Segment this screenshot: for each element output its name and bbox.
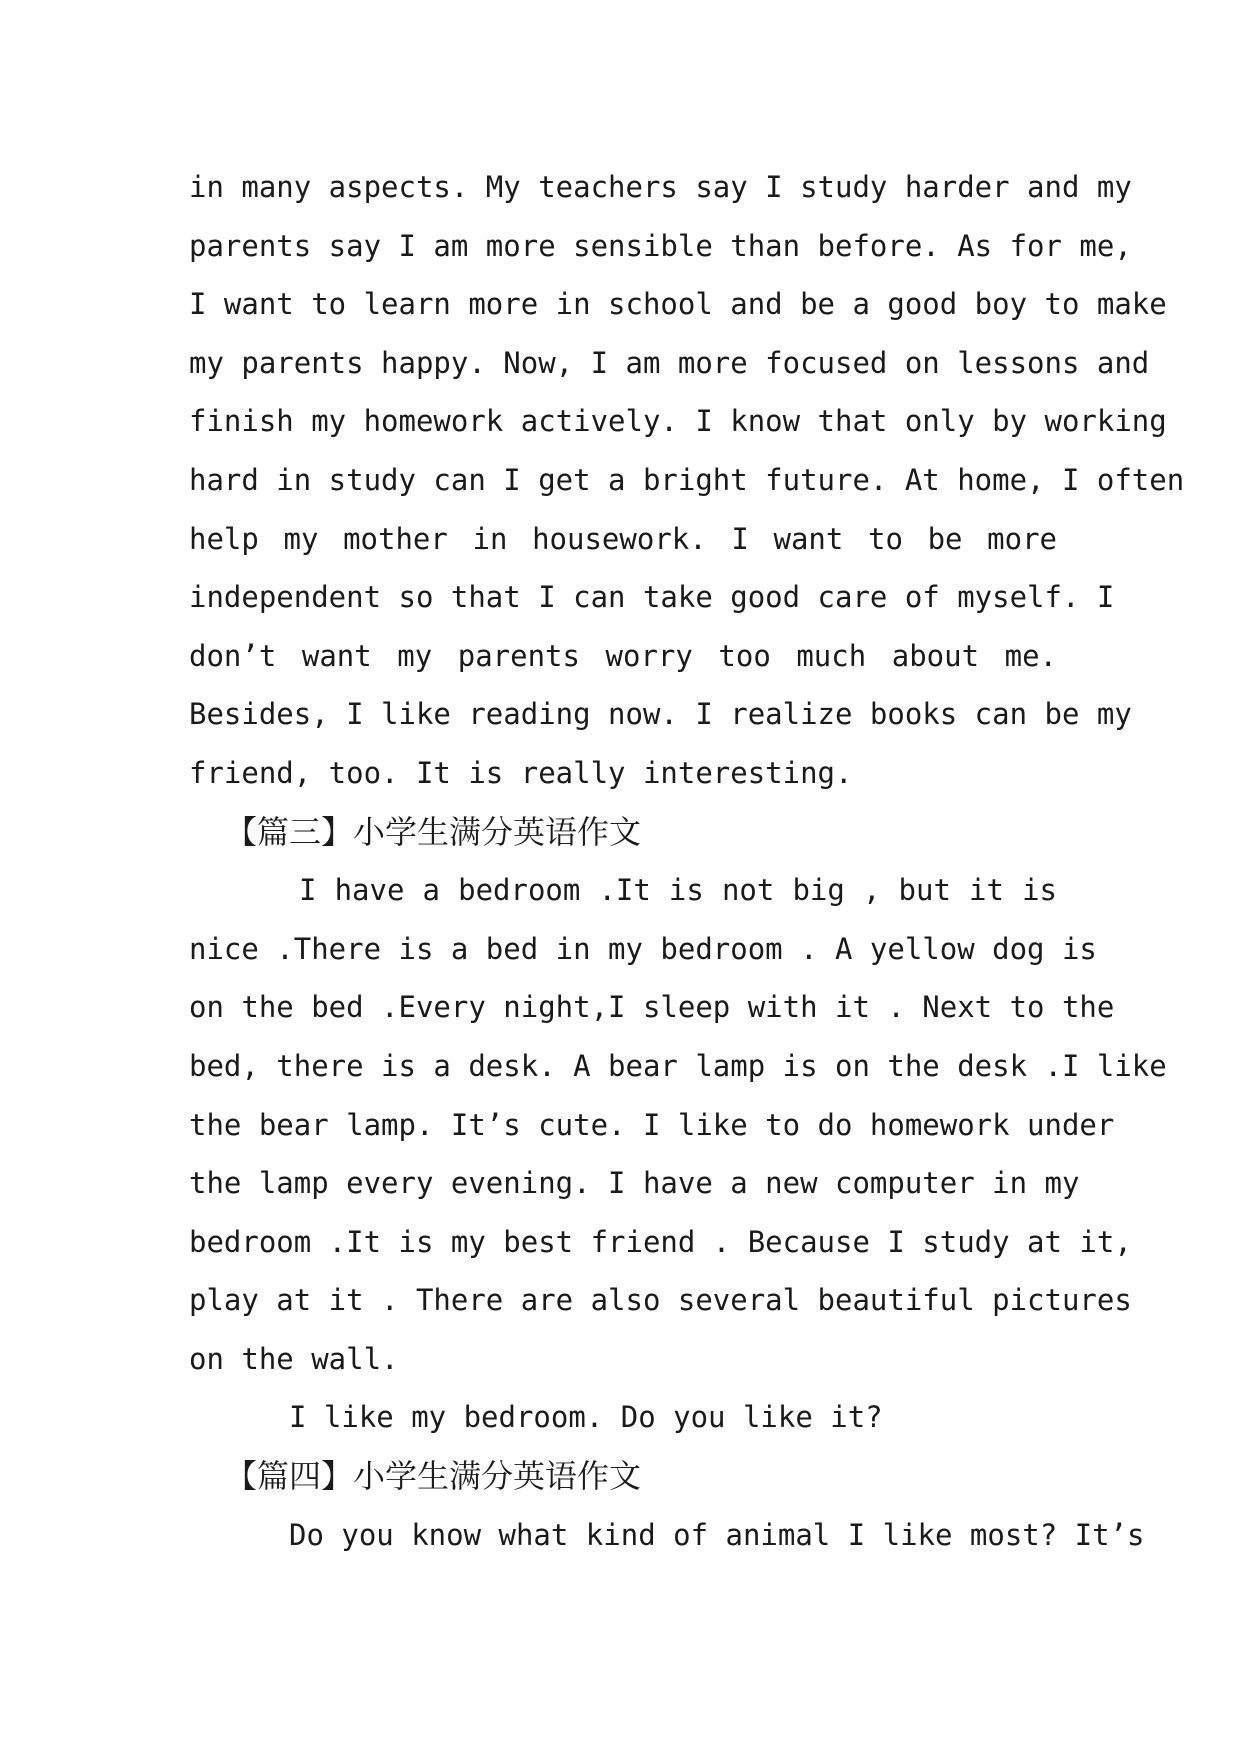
section-heading-4: 【篇四】小学生满分英语作文	[225, 1457, 642, 1496]
text-line: the bear lamp. It’s cute. I like to do homework under	[189, 1107, 1115, 1142]
text-line: don’t want my parents worry too much about me.	[189, 638, 1057, 673]
text-line: play at it . There are also several beautiful pictures	[189, 1283, 1132, 1318]
section-heading-3: 【篇三】小学生满分英语作文	[225, 812, 642, 851]
text-line: on the wall.	[189, 1341, 399, 1376]
document-body	[189, 158, 1185, 1564]
text-line: I like my bedroom. Do you like it?	[289, 1400, 883, 1435]
text-line: in many aspects. My teachers say I study harder and my	[189, 170, 1132, 204]
text-line: bed, there is a desk. A bear lamp is on the desk .I like	[189, 1048, 1167, 1083]
text-line: I have a bedroom .It is not big , but it is	[299, 873, 1057, 908]
text-line: on the bed .Every night,I sleep with it . Next to the	[189, 990, 1115, 1025]
text-line: help my mother in housework. I want to be more	[189, 521, 1057, 556]
text-line: my parents happy. Now, I am more focused on lessons and	[189, 345, 1150, 380]
text-line: the lamp every evening. I have a new computer in my	[189, 1166, 1080, 1201]
text-line: independent so that I can take good care of myself. I	[189, 580, 1115, 615]
text-line: Do you know what kind of animal I like most? It’s	[289, 1517, 1145, 1552]
text-line: parents say I am more sensible than before. As for me,	[189, 228, 1132, 263]
text-line: I want to learn more in school and be a good boy to make	[189, 287, 1167, 322]
text-line: finish my homework actively. I know that only by working	[189, 404, 1167, 439]
text-line: hard in study can I get a bright future. At home, I often	[189, 462, 1185, 497]
text-line: bedroom .It is my best friend . Because I study at it,	[189, 1224, 1132, 1259]
text-line: nice .There is a bed in my bedroom . A yellow dog is	[189, 931, 1097, 966]
text-line: friend, too. It is really interesting.	[189, 755, 853, 790]
text-line: Besides, I like reading now. I realize books can be my	[189, 697, 1132, 732]
